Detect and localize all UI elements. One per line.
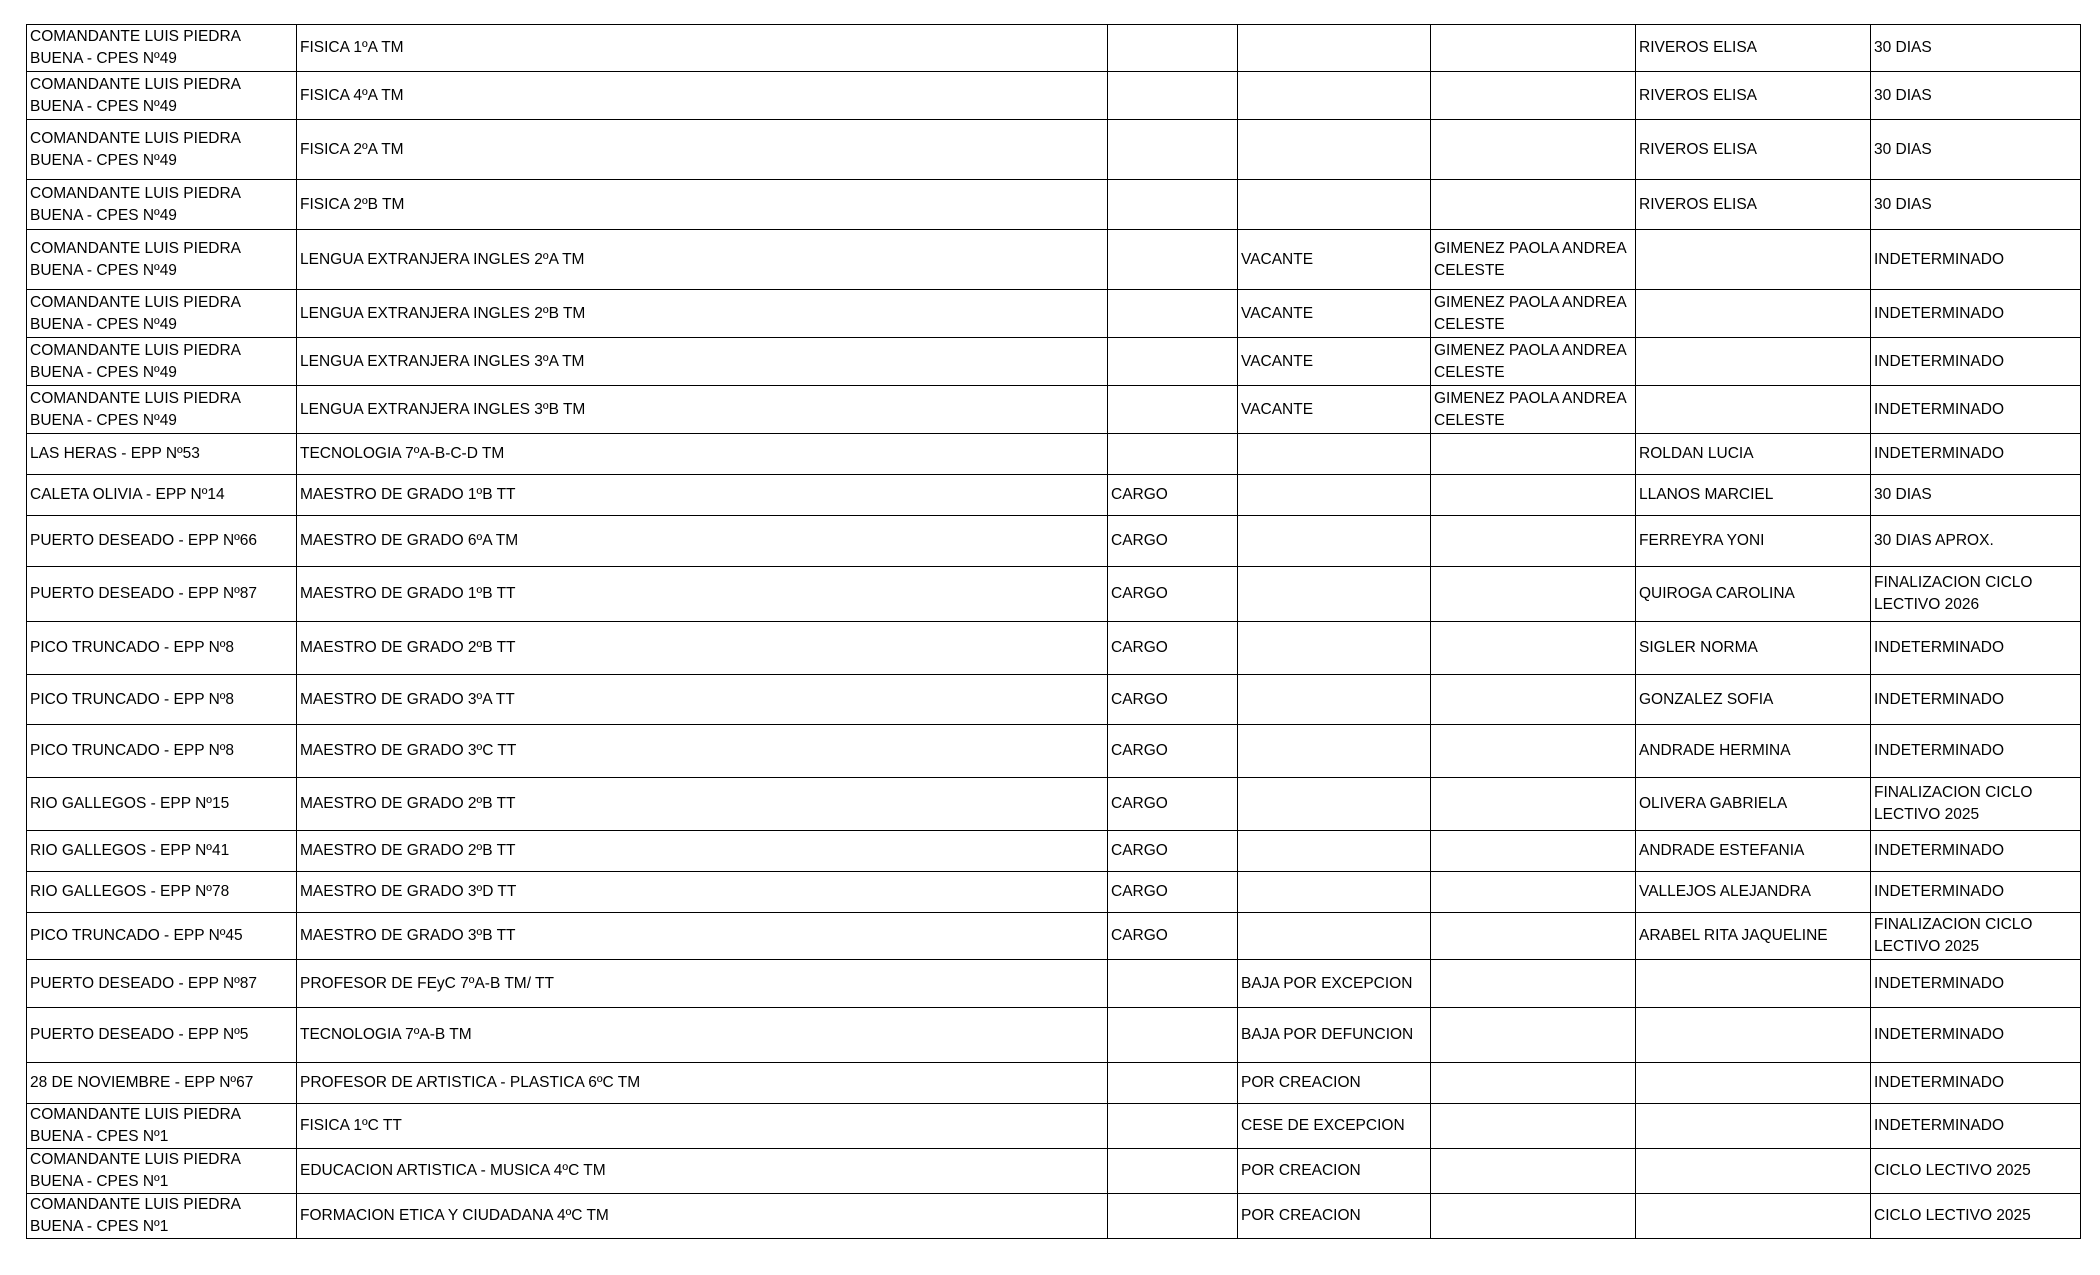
- reason-cell: [1238, 516, 1431, 567]
- subject-cell: TECNOLOGIA 7ºA-B-C-D TM: [297, 434, 1108, 475]
- type-cell: CARGO: [1108, 516, 1238, 567]
- school-cell: CALETA OLIVIA - EPP Nº14: [27, 475, 297, 516]
- holder-cell: [1431, 72, 1636, 120]
- reason-cell: VACANTE: [1238, 338, 1431, 386]
- school-cell: COMANDANTE LUIS PIEDRA BUENA - CPES Nº49: [27, 120, 297, 180]
- table-row: [27, 434, 2081, 475]
- holder-cell: GIMENEZ PAOLA ANDREA CELESTE: [1431, 338, 1636, 386]
- type-cell: [1108, 1063, 1238, 1104]
- duration-cell: INDETERMINADO: [1871, 1104, 2081, 1149]
- replaced-cell: [1636, 1194, 1871, 1239]
- subject-cell: MAESTRO DE GRADO 3ºD TT: [297, 872, 1108, 913]
- replaced-cell: ANDRADE ESTEFANIA: [1636, 831, 1871, 872]
- duration-cell: INDETERMINADO: [1871, 1063, 2081, 1104]
- replaced-cell: SIGLER NORMA: [1636, 622, 1871, 675]
- subject-cell: MAESTRO DE GRADO 2ºB TT: [297, 831, 1108, 872]
- type-cell: [1108, 180, 1238, 230]
- replaced-cell: [1636, 338, 1871, 386]
- duration-cell: CICLO LECTIVO 2025: [1871, 1149, 2081, 1194]
- table-row: [27, 120, 2081, 180]
- holder-cell: [1431, 180, 1636, 230]
- holder-cell: GIMENEZ PAOLA ANDREA CELESTE: [1431, 290, 1636, 338]
- subject-cell: FISICA 4ºA TM: [297, 72, 1108, 120]
- table-body: [27, 25, 2081, 1239]
- table-row: [27, 567, 2081, 622]
- subject-cell: MAESTRO DE GRADO 3ºA TT: [297, 675, 1108, 725]
- subject-cell: FORMACION ETICA Y CIUDADANA 4ºC TM: [297, 1194, 1108, 1239]
- replaced-cell: OLIVERA GABRIELA: [1636, 778, 1871, 831]
- replaced-cell: [1636, 1104, 1871, 1149]
- table-row: [27, 230, 2081, 290]
- reason-cell: [1238, 180, 1431, 230]
- type-cell: [1108, 1194, 1238, 1239]
- table-row: [27, 725, 2081, 778]
- reason-cell: POR CREACION: [1238, 1063, 1431, 1104]
- replaced-cell: [1636, 1063, 1871, 1104]
- subject-cell: MAESTRO DE GRADO 1ºB TT: [297, 567, 1108, 622]
- replaced-cell: [1636, 1008, 1871, 1063]
- type-cell: CARGO: [1108, 567, 1238, 622]
- duration-cell: INDETERMINADO: [1871, 434, 2081, 475]
- replaced-cell: [1636, 1149, 1871, 1194]
- subject-cell: TECNOLOGIA 7ºA-B TM: [297, 1008, 1108, 1063]
- holder-cell: [1431, 913, 1636, 960]
- subject-cell: MAESTRO DE GRADO 6ºA TM: [297, 516, 1108, 567]
- type-cell: CARGO: [1108, 872, 1238, 913]
- holder-cell: [1431, 872, 1636, 913]
- table-row: [27, 386, 2081, 434]
- vacancy-table: [26, 24, 2081, 1239]
- school-cell: PICO TRUNCADO - EPP Nº45: [27, 913, 297, 960]
- replaced-cell: RIVEROS ELISA: [1636, 180, 1871, 230]
- holder-cell: [1431, 778, 1636, 831]
- table-row: [27, 180, 2081, 230]
- duration-cell: FINALIZACION CICLO LECTIVO 2025: [1871, 913, 2081, 960]
- reason-cell: [1238, 567, 1431, 622]
- reason-cell: VACANTE: [1238, 290, 1431, 338]
- replaced-cell: RIVEROS ELISA: [1636, 72, 1871, 120]
- replaced-cell: ARABEL RITA JAQUELINE: [1636, 913, 1871, 960]
- type-cell: [1108, 960, 1238, 1008]
- school-cell: 28 DE NOVIEMBRE - EPP Nº67: [27, 1063, 297, 1104]
- holder-cell: [1431, 1104, 1636, 1149]
- school-cell: PICO TRUNCADO - EPP Nº8: [27, 622, 297, 675]
- holder-cell: [1431, 675, 1636, 725]
- school-cell: COMANDANTE LUIS PIEDRA BUENA - CPES Nº49: [27, 290, 297, 338]
- duration-cell: INDETERMINADO: [1871, 386, 2081, 434]
- school-cell: RIO GALLEGOS - EPP Nº15: [27, 778, 297, 831]
- type-cell: [1108, 120, 1238, 180]
- reason-cell: [1238, 25, 1431, 72]
- reason-cell: [1238, 120, 1431, 180]
- table-row: [27, 72, 2081, 120]
- duration-cell: 30 DIAS: [1871, 475, 2081, 516]
- reason-cell: [1238, 725, 1431, 778]
- replaced-cell: FERREYRA YONI: [1636, 516, 1871, 567]
- holder-cell: [1431, 1008, 1636, 1063]
- table-row: [27, 25, 2081, 72]
- reason-cell: BAJA POR EXCEPCION: [1238, 960, 1431, 1008]
- reason-cell: [1238, 72, 1431, 120]
- reason-cell: [1238, 872, 1431, 913]
- type-cell: CARGO: [1108, 475, 1238, 516]
- reason-cell: [1238, 913, 1431, 960]
- subject-cell: FISICA 1ºA TM: [297, 25, 1108, 72]
- table-row: [27, 1008, 2081, 1063]
- subject-cell: LENGUA EXTRANJERA INGLES 3ºA TM: [297, 338, 1108, 386]
- subject-cell: PROFESOR DE ARTISTICA - PLASTICA 6ºC TM: [297, 1063, 1108, 1104]
- school-cell: PICO TRUNCADO - EPP Nº8: [27, 725, 297, 778]
- subject-cell: FISICA 2ºA TM: [297, 120, 1108, 180]
- holder-cell: [1431, 434, 1636, 475]
- table-row: [27, 290, 2081, 338]
- reason-cell: POR CREACION: [1238, 1194, 1431, 1239]
- replaced-cell: ROLDAN LUCIA: [1636, 434, 1871, 475]
- replaced-cell: QUIROGA CAROLINA: [1636, 567, 1871, 622]
- replaced-cell: ANDRADE HERMINA: [1636, 725, 1871, 778]
- subject-cell: LENGUA EXTRANJERA INGLES 3ºB TM: [297, 386, 1108, 434]
- holder-cell: [1431, 25, 1636, 72]
- type-cell: CARGO: [1108, 675, 1238, 725]
- holder-cell: GIMENEZ PAOLA ANDREA CELESTE: [1431, 230, 1636, 290]
- duration-cell: INDETERMINADO: [1871, 831, 2081, 872]
- reason-cell: [1238, 831, 1431, 872]
- duration-cell: INDETERMINADO: [1871, 230, 2081, 290]
- duration-cell: 30 DIAS: [1871, 72, 2081, 120]
- replaced-cell: [1636, 960, 1871, 1008]
- duration-cell: 30 DIAS APROX.: [1871, 516, 2081, 567]
- holder-cell: [1431, 725, 1636, 778]
- type-cell: CARGO: [1108, 725, 1238, 778]
- holder-cell: [1431, 622, 1636, 675]
- table-row: [27, 872, 2081, 913]
- type-cell: CARGO: [1108, 913, 1238, 960]
- school-cell: PICO TRUNCADO - EPP Nº8: [27, 675, 297, 725]
- subject-cell: MAESTRO DE GRADO 3ºC TT: [297, 725, 1108, 778]
- holder-cell: [1431, 567, 1636, 622]
- subject-cell: FISICA 2ºB TM: [297, 180, 1108, 230]
- subject-cell: MAESTRO DE GRADO 2ºB TT: [297, 778, 1108, 831]
- table-row: [27, 1063, 2081, 1104]
- school-cell: COMANDANTE LUIS PIEDRA BUENA - CPES Nº49: [27, 230, 297, 290]
- duration-cell: INDETERMINADO: [1871, 872, 2081, 913]
- replaced-cell: [1636, 230, 1871, 290]
- replaced-cell: GONZALEZ SOFIA: [1636, 675, 1871, 725]
- school-cell: COMANDANTE LUIS PIEDRA BUENA - CPES Nº49: [27, 386, 297, 434]
- holder-cell: [1431, 1194, 1636, 1239]
- subject-cell: EDUCACION ARTISTICA - MUSICA 4ºC TM: [297, 1149, 1108, 1194]
- type-cell: [1108, 1008, 1238, 1063]
- reason-cell: BAJA POR DEFUNCION: [1238, 1008, 1431, 1063]
- table-row: [27, 913, 2081, 960]
- table-row: [27, 831, 2081, 872]
- duration-cell: INDETERMINADO: [1871, 675, 2081, 725]
- duration-cell: FINALIZACION CICLO LECTIVO 2026: [1871, 567, 2081, 622]
- school-cell: PUERTO DESEADO - EPP Nº87: [27, 960, 297, 1008]
- type-cell: [1108, 434, 1238, 475]
- reason-cell: CESE DE EXCEPCION: [1238, 1104, 1431, 1149]
- type-cell: CARGO: [1108, 622, 1238, 675]
- school-cell: PUERTO DESEADO - EPP Nº66: [27, 516, 297, 567]
- reason-cell: [1238, 622, 1431, 675]
- duration-cell: INDETERMINADO: [1871, 1008, 2081, 1063]
- holder-cell: [1431, 831, 1636, 872]
- duration-cell: INDETERMINADO: [1871, 725, 2081, 778]
- table-row: [27, 1104, 2081, 1149]
- replaced-cell: VALLEJOS ALEJANDRA: [1636, 872, 1871, 913]
- duration-cell: CICLO LECTIVO 2025: [1871, 1194, 2081, 1239]
- reason-cell: VACANTE: [1238, 230, 1431, 290]
- type-cell: [1108, 290, 1238, 338]
- subject-cell: MAESTRO DE GRADO 3ºB TT: [297, 913, 1108, 960]
- school-cell: PUERTO DESEADO - EPP Nº5: [27, 1008, 297, 1063]
- table-row: [27, 1149, 2081, 1194]
- school-cell: RIO GALLEGOS - EPP Nº78: [27, 872, 297, 913]
- school-cell: COMANDANTE LUIS PIEDRA BUENA - CPES Nº49: [27, 72, 297, 120]
- duration-cell: INDETERMINADO: [1871, 622, 2081, 675]
- type-cell: [1108, 1104, 1238, 1149]
- duration-cell: INDETERMINADO: [1871, 960, 2081, 1008]
- subject-cell: LENGUA EXTRANJERA INGLES 2ºA TM: [297, 230, 1108, 290]
- subject-cell: LENGUA EXTRANJERA INGLES 2ºB TM: [297, 290, 1108, 338]
- type-cell: [1108, 1149, 1238, 1194]
- school-cell: RIO GALLEGOS - EPP Nº41: [27, 831, 297, 872]
- table-row: [27, 475, 2081, 516]
- holder-cell: GIMENEZ PAOLA ANDREA CELESTE: [1431, 386, 1636, 434]
- type-cell: [1108, 72, 1238, 120]
- holder-cell: [1431, 120, 1636, 180]
- replaced-cell: RIVEROS ELISA: [1636, 120, 1871, 180]
- subject-cell: MAESTRO DE GRADO 2ºB TT: [297, 622, 1108, 675]
- type-cell: [1108, 230, 1238, 290]
- subject-cell: MAESTRO DE GRADO 1ºB TT: [297, 475, 1108, 516]
- duration-cell: 30 DIAS: [1871, 25, 2081, 72]
- school-cell: COMANDANTE LUIS PIEDRA BUENA - CPES Nº1: [27, 1104, 297, 1149]
- school-cell: PUERTO DESEADO - EPP Nº87: [27, 567, 297, 622]
- table-row: [27, 622, 2081, 675]
- replaced-cell: [1636, 386, 1871, 434]
- reason-cell: [1238, 475, 1431, 516]
- school-cell: COMANDANTE LUIS PIEDRA BUENA - CPES Nº49: [27, 25, 297, 72]
- replaced-cell: RIVEROS ELISA: [1636, 25, 1871, 72]
- reason-cell: VACANTE: [1238, 386, 1431, 434]
- reason-cell: [1238, 675, 1431, 725]
- table-row: [27, 338, 2081, 386]
- reason-cell: POR CREACION: [1238, 1149, 1431, 1194]
- subject-cell: PROFESOR DE FEyC 7ºA-B TM/ TT: [297, 960, 1108, 1008]
- duration-cell: INDETERMINADO: [1871, 338, 2081, 386]
- school-cell: COMANDANTE LUIS PIEDRA BUENA - CPES Nº49: [27, 180, 297, 230]
- reason-cell: [1238, 434, 1431, 475]
- holder-cell: [1431, 1149, 1636, 1194]
- school-cell: COMANDANTE LUIS PIEDRA BUENA - CPES Nº49: [27, 338, 297, 386]
- type-cell: CARGO: [1108, 831, 1238, 872]
- school-cell: LAS HERAS - EPP Nº53: [27, 434, 297, 475]
- holder-cell: [1431, 516, 1636, 567]
- duration-cell: INDETERMINADO: [1871, 290, 2081, 338]
- school-cell: COMANDANTE LUIS PIEDRA BUENA - CPES Nº1: [27, 1149, 297, 1194]
- subject-cell: FISICA 1ºC TT: [297, 1104, 1108, 1149]
- type-cell: [1108, 386, 1238, 434]
- holder-cell: [1431, 1063, 1636, 1104]
- table-row: [27, 960, 2081, 1008]
- school-cell: COMANDANTE LUIS PIEDRA BUENA - CPES Nº1: [27, 1194, 297, 1239]
- table-row: [27, 675, 2081, 725]
- type-cell: [1108, 25, 1238, 72]
- reason-cell: [1238, 778, 1431, 831]
- duration-cell: 30 DIAS: [1871, 120, 2081, 180]
- replaced-cell: LLANOS MARCIEL: [1636, 475, 1871, 516]
- duration-cell: 30 DIAS: [1871, 180, 2081, 230]
- duration-cell: FINALIZACION CICLO LECTIVO 2025: [1871, 778, 2081, 831]
- type-cell: CARGO: [1108, 778, 1238, 831]
- type-cell: [1108, 338, 1238, 386]
- table-row: [27, 778, 2081, 831]
- replaced-cell: [1636, 290, 1871, 338]
- table-row: [27, 516, 2081, 567]
- holder-cell: [1431, 475, 1636, 516]
- holder-cell: [1431, 960, 1636, 1008]
- table-row: [27, 1194, 2081, 1239]
